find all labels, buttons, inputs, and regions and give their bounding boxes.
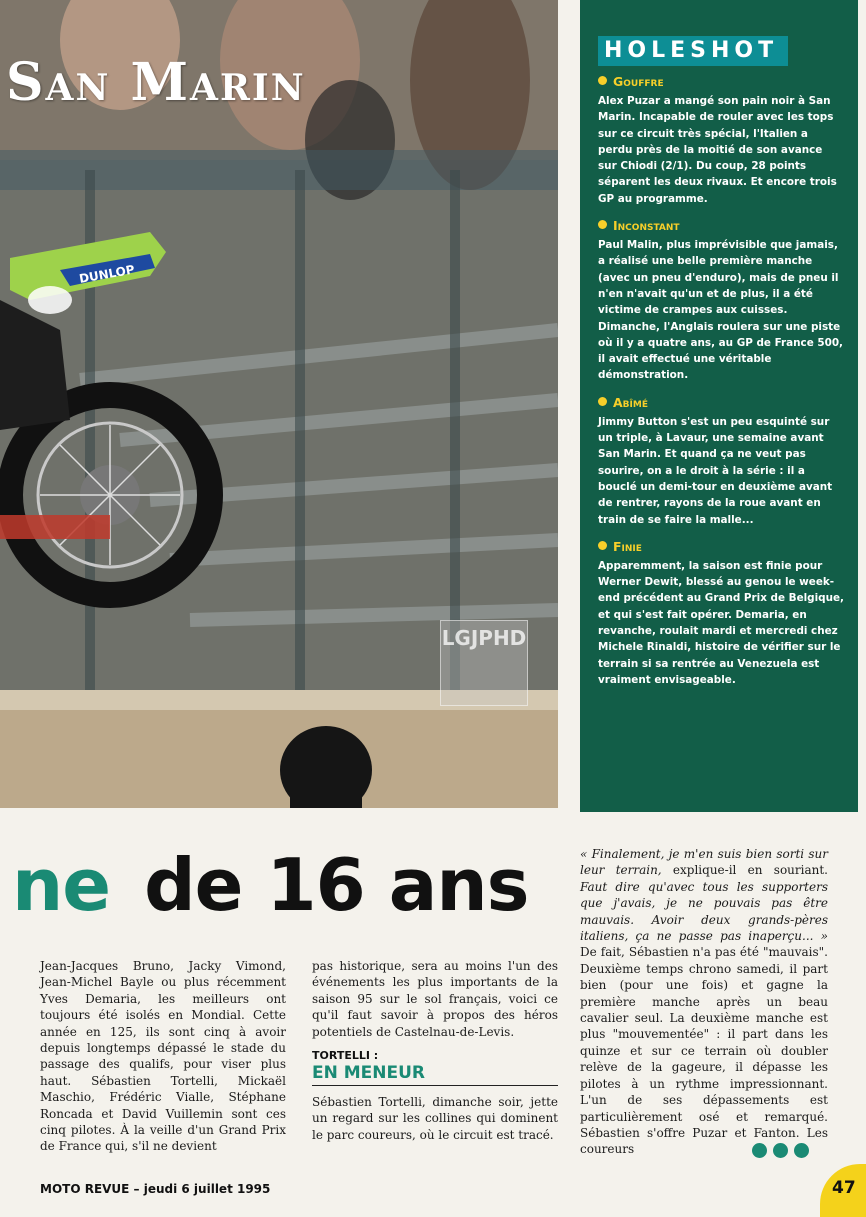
continuation-dots-icon bbox=[752, 1143, 815, 1162]
article-subhead: EN MENEUR bbox=[312, 1063, 558, 1086]
article-column-2-bottom: Sébastien Tortelli, dimanche soir, jette un regard sur les collines qui dominent le parc coureurs, où le circuit est tracé. bbox=[312, 1095, 558, 1142]
watermark-logo: LGJPHD bbox=[440, 620, 528, 706]
headline-black-part: de 16 ans bbox=[144, 843, 529, 927]
col3-plain-2: De fait, Sébastien n'a pas été "mauvais". Deuxième temps chrono samedi, il part bien (pour une fois) et gagne la première manche après un beau cavalier seul. La deuxième manche est plus "mouvementée" : il part dans les quinze et sur ce terrain où doubler relève de la gageure, il dépasse les pilotes à un rythme impressionnant. L'un de ses dépassements est particulièrement osé et remarqué. Sébastien s'offre Puzar et Fanton. Les coureurs bbox=[580, 945, 828, 1157]
sidebar-heading bbox=[598, 539, 844, 554]
bullet-dot-icon bbox=[598, 397, 607, 406]
col3-plain-1: explique-il en souriant. bbox=[661, 863, 828, 878]
photo-title: San Marin bbox=[6, 52, 306, 113]
sidebar-body: Alex Puzar a mangé son pain noir à San Marin. Incapable de rouler avec les tops sur ce circuit très spécial, l'Italien a perdu près de la moitié de son avance sur Chiodi (2/1). Du coup, 28 points séparent les deux rivaux. Et encore trois GP au programme. bbox=[598, 95, 837, 205]
sidebar-body: Apparemment, la saison est finie pour Werner Dewit, blessé au genou le week-end précédent au Grand Prix de Belgique, et qui s'est fait opérer. Demaria, en revanche, roulait mardi et mercredi chez Michele Rinaldi, histoire de vérifier sur le terrain si sa rentrée au Venezuela est vraiment envisageable. bbox=[598, 559, 845, 686]
article-column-2-top: pas historique, sera au moins l'un des événements les plus importants de la saison 95 sur le sol français, voici ce qu'il faut savoir à propos des héros potentiels de Castelnau-de-Levis. bbox=[312, 959, 558, 1039]
sidebar-heading-text: Abîmé bbox=[613, 394, 648, 410]
bullet-dot-icon bbox=[598, 76, 607, 85]
subhead-kicker: TORTELLI : bbox=[312, 1049, 379, 1062]
sidebar-heading bbox=[598, 218, 844, 233]
sidebar-section-abime bbox=[598, 395, 844, 528]
sidebar-title: HOLESHOT bbox=[598, 36, 788, 66]
holeshot-sidebar bbox=[580, 0, 858, 812]
sidebar-section-gouffre bbox=[598, 74, 844, 207]
sidebar-heading-text: Finie bbox=[613, 538, 642, 554]
sidebar-heading bbox=[598, 74, 844, 89]
sidebar-heading-text: Gouffre bbox=[613, 74, 664, 89]
sidebar-body: Jimmy Button s'est un peu esquinté sur un triple, à Lavaur, une semaine avant San Marin. Et quand ça ne veut pas sourire, on a le droit à la série : il a bouclé un demi-tour en deuxième avant de rentrer, rayons de la roue avant en train de se faire la malle... bbox=[598, 415, 833, 526]
sidebar-section-inconstant bbox=[598, 218, 844, 384]
sidebar-heading bbox=[598, 395, 844, 410]
article-headline bbox=[12, 840, 529, 930]
tire-brand-text: DUNLOP bbox=[78, 262, 136, 286]
sidebar-heading-text: Inconstant bbox=[613, 218, 680, 234]
sidebar-section-finie bbox=[598, 539, 844, 688]
bullet-dot-icon bbox=[598, 541, 607, 550]
page-number: 47 bbox=[820, 1164, 866, 1217]
article-column-3 bbox=[580, 846, 828, 1158]
hero-photo bbox=[0, 0, 558, 808]
quote-italic-1: « Finalement, je m'en suis bien sorti sur leur terrain, bbox=[580, 847, 828, 878]
article-column-1: Jean-Jacques Bruno, Jacky Vimond, Jean-Michel Bayle ou plus récemment Yves Demaria, les meilleurs ont toujours été isolés en Mondial. Cette année en 125, ils sont cinq à avoir depuis longtemps dépassé le stade du passage des qualifs, pour viser plus haut. Sébastien Tortelli, Mickaël Maschio, Frédéric Vialle, Stéphane Roncada et David Vuillemin sont ces cinq pilotes. À la veille d'un Grand Prix de France qui, s'il ne devient bbox=[40, 959, 286, 1154]
page-footer: MOTO REVUE – jeudi 6 juillet 1995 bbox=[40, 1182, 271, 1196]
sidebar-body: Paul Malin, plus imprévisible que jamais, a réalisé une belle première manche (avec un pneu d'enduro), mais de pneu il n'en n'avait qu'un et de plus, il a été victime de crampes aux cuisses. Dimanche, l'Anglais roulera sur une piste où il y a quatre ans, au GP de France 500, il avait effectué une véritable démonstration. bbox=[598, 239, 843, 382]
quote-italic-2: Faut dire qu'avec tous les supporters que j'avais, je ne pouvais pas être mauvais. Avoir deux grands-pères italiens, ça ne passe pas inaperçu... » bbox=[580, 879, 828, 944]
headline-green-part: ne bbox=[12, 843, 111, 927]
bullet-dot-icon bbox=[598, 220, 607, 229]
